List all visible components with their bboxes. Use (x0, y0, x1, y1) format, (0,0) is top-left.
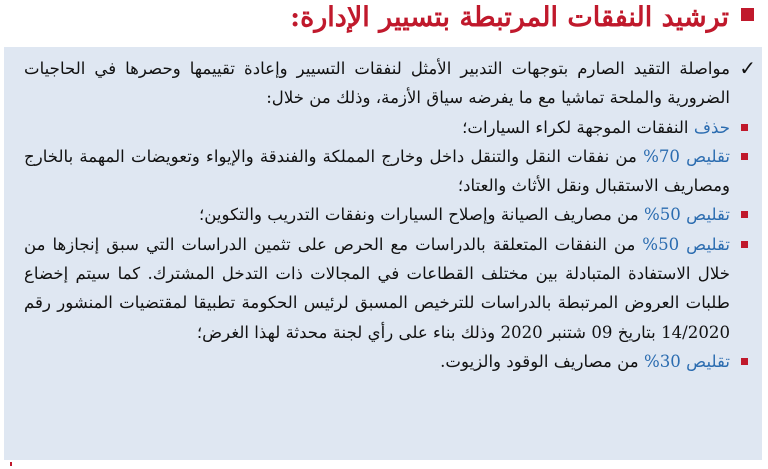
item-text: من مصاريف الصيانة وإصلاح السيارات ونفقات التدريب والتكوين؛ (199, 205, 644, 225)
list-item (24, 113, 752, 142)
corner-marker (10, 462, 12, 466)
list-item (24, 347, 752, 376)
section-heading (0, 2, 754, 46)
list-item (24, 142, 752, 201)
intro-text: مواصلة التقيد الصارم بتوجهات التدبير الأمثل لنفقات التسيير وإعادة تقييمها وحصرها في الحاجيات الضرورية والملحة تماشيا مع ما يفرضه سياق الأزمة، وذلك من خلال: (24, 59, 730, 108)
square-bullet-icon (741, 124, 748, 131)
item-text: من مصاريف الوقود والزيوت. (440, 351, 644, 371)
list-item (24, 230, 752, 347)
item-keyword: تقليص 30% (643, 351, 730, 371)
square-bullet-icon (741, 241, 748, 248)
content-panel (4, 47, 762, 460)
list-item (24, 200, 752, 229)
square-bullet-icon (741, 358, 748, 365)
item-keyword: تقليص 50% (643, 205, 730, 225)
square-bullet-icon (741, 211, 748, 218)
item-keyword: تقليص 70% (643, 146, 730, 166)
item-keyword: حذف (693, 117, 730, 137)
item-text: من نفقات النقل والتنقل داخل وخارج المملكة والفندقة والإيواء وتعويضات المهمة بالخارج ومصاريف الاستقبال ونقل الأثاث والعتاد؛ (24, 146, 730, 196)
item-text: النفقات الموجهة لكراء السيارات؛ (462, 117, 694, 137)
square-bullet-icon (741, 153, 748, 160)
item-text: من النفقات المتعلقة بالدراسات مع الحرص على تثمين الدراسات التي سبق إنجازها من خلال الاستفادة المتبادلة بين مختلف القطاعات في المجالات ذات التدخل المشترك. كما سيتم إخضاع طلبات العروض المرتبطة بالدراسات للترخيص المسبق لرئيس الحكومة تطبيقا لمقتضيات المنشور رقم 14/2020 بتاريخ 09 شتنبر 2020 وذلك بناء على رأي لجنة محدثة لهذا الغرض؛ (24, 234, 730, 342)
item-keyword: تقليص 50% (642, 234, 730, 254)
intro-paragraph (24, 54, 756, 113)
check-icon: ✓ (739, 56, 756, 80)
measures-list (24, 113, 752, 377)
section-title: ترشيد النفقات المرتبطة بتسيير الإدارة: (290, 2, 729, 33)
square-bullet-icon (741, 8, 754, 21)
